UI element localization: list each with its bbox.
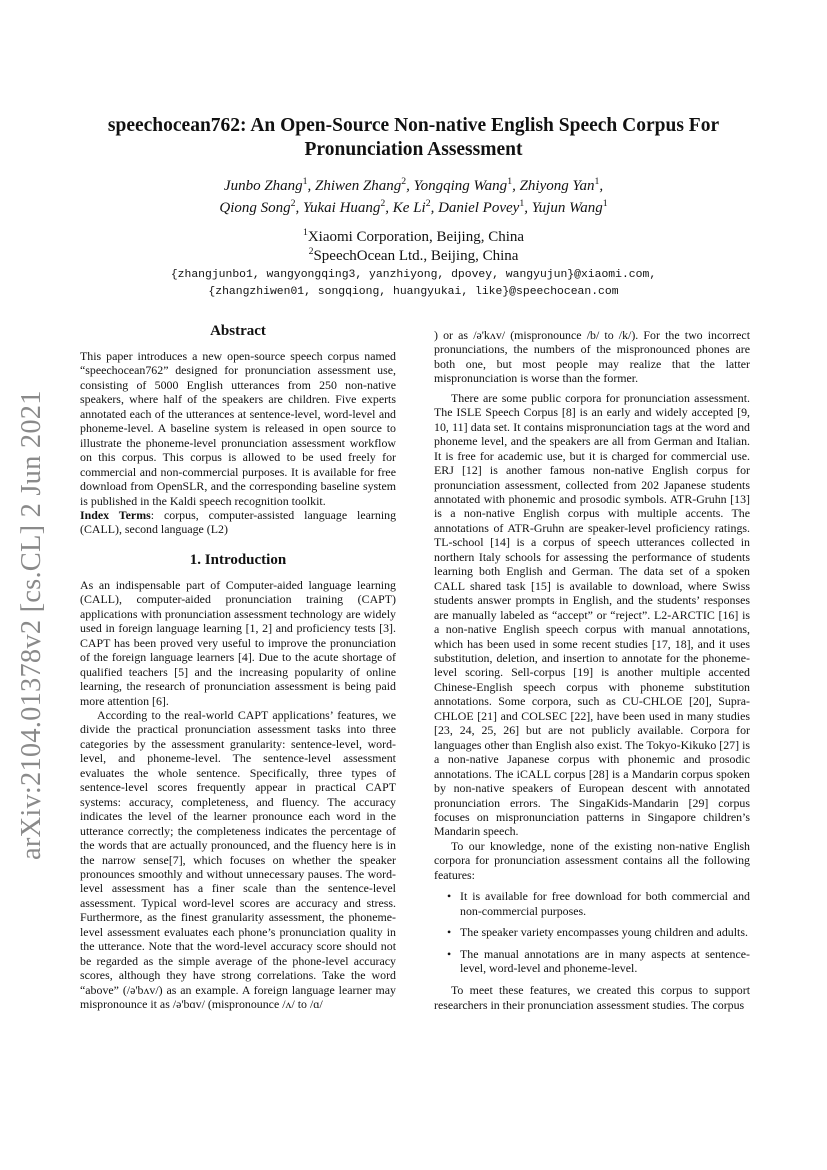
author-name: Zhiwen Zhang [315,178,402,194]
paragraph: To meet these features, we created this corpus to support researchers in their pronunciation assessment studies. The corpus [434,983,750,1012]
index-terms [80,508,396,537]
author-name: Yongqing Wang [413,178,508,194]
index-terms-label: Index Terms [80,507,151,522]
paragraph: To our knowledge, none of the existing non-native English corpora for pronunciation assessment contains all the following features: [434,838,750,882]
separator: , [430,200,439,216]
author [438,200,532,216]
affiliation-sup: 1 [302,227,308,238]
affiliation [60,228,767,247]
affiliation-sup: 2 [425,198,431,209]
abstract-heading: Abstract [210,323,266,339]
separator: , [385,200,393,216]
affiliation-sup: 2 [290,198,296,209]
author-name: Yujun Wang [531,200,603,216]
affiliation-sup: 1 [507,176,513,187]
feature-item: • The manual annotations are in many aspects at sentence-level, word-level and phoneme-level. [460,947,750,976]
author-name: Ke Li [392,200,426,216]
author-name: Daniel Povey [438,200,520,216]
author [303,200,393,216]
feature-item: • The speaker variety encompasses young children and adults. [460,925,750,939]
separator: , [406,178,414,194]
affiliations [60,228,767,266]
author-line-1 [60,175,767,197]
affiliation [60,247,767,266]
author-name: Qiong Song [219,200,291,216]
arxiv-stamp: arXiv:2104.01378v2 [cs.CL] 2 Jun 2021 [16,390,47,860]
affiliation-sup: 1 [602,198,608,209]
author-name: Yukai Huang [303,200,381,216]
right-column [434,328,750,1012]
author [532,200,608,216]
separator: , [599,178,604,194]
separator: , [524,200,532,216]
affiliation-sup: 1 [594,176,600,187]
author [414,178,520,194]
author-name: Zhiyong Yan [519,178,595,194]
paragraph: There are some public corpora for pronunciation assessment. The ISLE Speech Corpus [8] is an early and widely accepted [9, 10, 11] data set. It contains mispronunciation tags at the word and phoneme level, and the speakers are all from German and Italian. It is free for academic use, but it is charged for commercial use. ERJ [12] is another famous non-native English corpus for pronunciation assessment, collected from 202 Japanese students annotated with phonemic and prosodic symbols. ATR-Gruhn [13] is a non-native English corpus with multiple accents. The annotations of ATR-Gruhn are speaker-level proficiency ratings. TL-school [14] is a corpus of speech utterances collected in northern Italy schools for assessing the performance of students learning both English and German. The data set of a spoken CALL shared task [15] is available to download, where Swiss students answer prompts in English, and the students’ responses are manually labeled as “accept” or “reject”. L2-ARCTIC [16] is a non-native English speech corpus with manual annotations, which has been used in some recent studies [17, 18], and it uses substitution, deletion, and insertion to annotate for the phoneme-level scoring. Sell-corpus [19] is another multiple accented Chinese-English speech corpus with phoneme substitution annotations. Some corpora, such as CU-CHLOE [20], Supra-CHLOE [21] and COLSEC [22], have been used in many studies [23, 24, 25, 26] but are not publicly available. Corpora for languages other than English also exist. The Tokyo-Kikuko [27] is a non-native Japanese corpus with phonemic and prosodic annotations. The iCALL corpus [28] is a Mandarin corpus spoken by non-native speakers of European descent with annotated pronunciation errors. The SingaKids-Mandarin [29] corpus focuses on mispronunciation patterns in Singapore children’s Mandarin speech. [434,390,750,839]
email-line: {zhangjunbo1, wangyongqing3, yanzhiyong, dpovey, wangyujun}@xiaomi.com, [170,269,657,281]
feature-list [434,889,750,975]
emails [60,267,767,301]
affiliation-sup: 2 [380,198,386,209]
affiliation-text: Xiaomi Corporation, Beijing, China [307,229,525,245]
separator: , [295,200,304,216]
abstract-text: This paper introduces a new open-source speech corpus named “speechocean762” designed for pronunciation assessment use, consisting of 5000 English utterances from 250 non-native speakers, where half of the speakers are children. Five experts annotated each of the utterances at sentence-level, word-level and phoneme-level. A baseline system is released in open source to illustrate the phoneme-level pronunciation assessment workflow on this corpus. This corpus is allowed to be used freely for commercial and non-commercial purposes. It is available for free download from OpenSLR, and the corresponding baseline system is published in the Kaldi speech recognition toolkit. [80,349,396,508]
email-line: {zhangzhiwen01, songqiong, huangyukai, like}@speechocean.com [208,286,619,298]
feature-item: • It is available for free download for both commercial and non-commercial purposes. [460,889,750,918]
author-list [60,175,767,219]
affiliation-sup: 2 [401,176,407,187]
affiliation-sup: 1 [302,176,308,187]
affiliation-sup: 1 [519,198,525,209]
author [393,200,438,216]
paragraph: As an indispensable part of Computer-aided language learning (CALL), computer-aided pronunciation training (CAPT) applications with pronunciation assessment technology are widely used in foreign language learning [1, 2] and proficiency tests [3]. CAPT has been proved very useful to improve the pronunciation of the foreign language learners [4]. Due to the acute shortage of qualified teachers [5] and the increasing popularity of online learning, the research of pronunciation assessment is being paid more attention [6]. [80,577,396,708]
author [219,200,303,216]
section-heading-introduction: 1. Introduction [189,551,287,568]
affiliation-text: SpeechOcean Ltd., Beijing, China [313,248,519,264]
index-terms-text: : corpus, computer-assisted language learning (CALL), second language (L2) [80,507,397,537]
paper-title: speechocean762: An Open-Source Non-native English Speech Corpus For Pronunciation Assessment [107,115,720,160]
left-column [80,322,396,1011]
author-line-2 [60,197,767,219]
author-name: Junbo Zhang [223,178,303,194]
paragraph: According to the real-world CAPT applications’ features, we divide the practical pronunciation assessment tasks into three categories by the assessment granularity: sentence-level, word-level, and phoneme-level. The sentence-level assessment evaluates the whole sentence. Specifically, three types of sentence-level scores frequently appear in practical CAPT systems: accuracy, completeness, and fluency. The accuracy indicates the level of the learner pronounce each word in the utterance correctly; the completeness indicates the percentage of the words that are actually pronounced, and the fluency here is in the narrow sense[7], which focuses on whether the speaker pronounces smoothly and without unnecessary pauses. The word-level assessment has a finer scale than the sentence-level assessment. Typical word-level scores are accuracy and stress. Furthermore, as the finest granularity assessment, the phoneme-level assessment evaluates each phone’s pronunciation quality in the utterance. Note that the word-level accuracy score should not be regarded as the simple average of the phone-level accuracy scores, although they have strong correlations. Take the word “above” (/ə'bʌv/) as an example. A foreign language learner may mispronounce it as /ə'bɑv/ (mispronounce /ʌ/ to /ɑ/ [80,707,396,1012]
author [224,178,315,194]
author [315,178,414,194]
separator: , [307,178,316,194]
paragraph: ) or as /ə'kʌv/ (mispronounce /b/ to /k/). For the two incorrect pronunciations, the numbers of the mispronounced phones are both one, but most people may realize that the latter mispronunciation is worse than the former. [434,328,750,386]
affiliation-sup: 2 [308,246,314,257]
separator: , [512,178,520,194]
author [520,178,604,194]
